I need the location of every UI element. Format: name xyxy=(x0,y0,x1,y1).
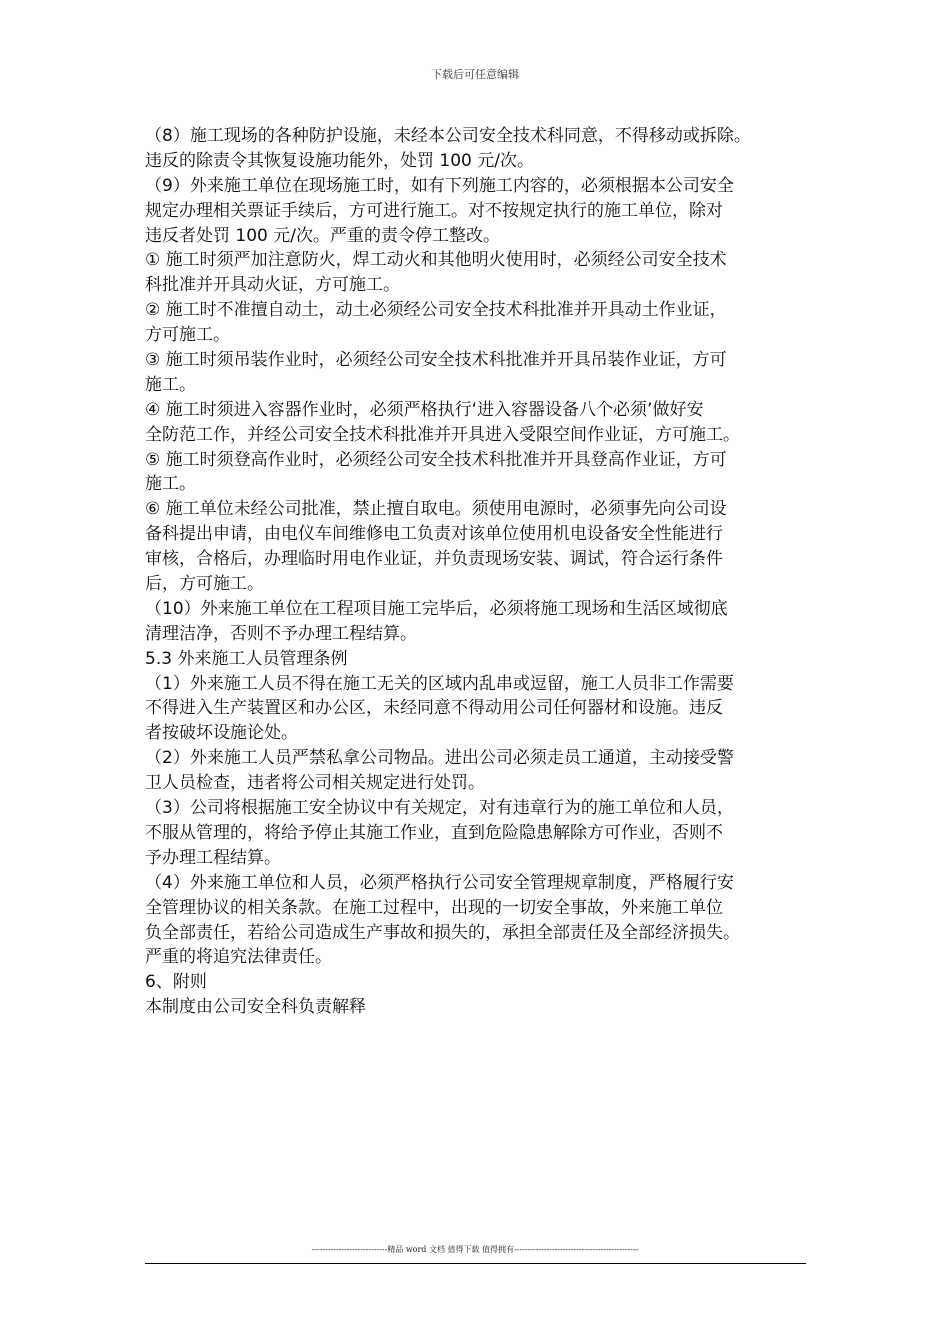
text-line: 科批准并开具动火证，方可施工。 xyxy=(145,275,400,296)
text-line: ⑤ 施工时须登高作业时，必须经公司安全技术科批准并开具登高作业证，方可 xyxy=(145,449,727,470)
text-line: 卫人员检查，违者将公司相关规定进行处罚。 xyxy=(145,773,485,794)
text-line: 者按破坏设施论处。 xyxy=(145,723,298,744)
text-line: （9）外来施工单位在现场施工时，如有下列施工内容的，必须根据本公司安全 xyxy=(145,175,734,196)
text-line: 清理洁净，否则不予办理工程结算。 xyxy=(145,623,417,644)
text-line: 严重的将追究法律责任。 xyxy=(145,947,332,968)
text-line: 全防范工作，并经公司安全技术科批准并开具进入受限空间作业证，方可施工。 xyxy=(145,424,740,445)
text-line: （10）外来施工单位在工程项目施工完毕后，必须将施工现场和生活区域彻底 xyxy=(145,598,728,619)
text-line: 施工。 xyxy=(145,374,196,395)
section-heading: 5.3 外来施工人员管理条例 xyxy=(145,648,348,669)
section-heading: 6、附则 xyxy=(145,972,207,993)
text-line: 方可施工。 xyxy=(145,325,230,346)
text-line: （2）外来施工人员严禁私拿公司物品。进出公司必须走员工通道，主动接受警 xyxy=(145,748,734,769)
text-line: 负全部责任，若给公司造成生产事故和损失的，承担全部责任及全部经济损失。 xyxy=(145,922,740,943)
text-line: 本制度由公司安全科负责解释 xyxy=(145,997,366,1018)
text-line: 规定办理相关票证手续后，方可进行施工。对不按规定执行的施工单位，除对 xyxy=(145,200,723,221)
text-line: 审核，合格后，办理临时用电作业证，并负责现场安装、调试，符合运行条件 xyxy=(145,549,723,570)
text-line: ③ 施工时须吊装作业时，必须经公司安全技术科批准并开具吊装作业证，方可 xyxy=(145,350,727,371)
document-body xyxy=(145,124,825,1020)
text-line: ① 施工时须严加注意防火，焊工动火和其他明火使用时，必须经公司安全技术 xyxy=(145,250,727,271)
text-line: ② 施工时不准擅自动土，动土必须经公司安全技术科批准并开具动土作业证， xyxy=(145,300,727,321)
text-line: （3）公司将根据施工安全协议中有关规定，对有违章行为的施工单位和人员， xyxy=(145,798,734,819)
text-line: 备科提出申请，由电仪车间维修电工负责对该单位使用机电设备安全性能进行 xyxy=(145,524,723,545)
text-line: ⑥ 施工单位未经公司批准，禁止擅自取电。须使用电源时，必须事先向公司设 xyxy=(145,499,727,520)
text-line: （8）施工现场的各种防护设施，未经本公司安全技术科同意，不得移动或拆除。 xyxy=(145,126,751,146)
text-line: 违反的除责令其恢复设施功能外，处罚 100 元/次。 xyxy=(145,150,534,171)
page-header: 下载后可任意编辑 xyxy=(431,68,519,81)
text-line: 不得进入生产装置区和办公区，未经同意不得动用公司任何器材和设施。违反 xyxy=(145,698,723,719)
page-footer: ----------------------------精品 word 文档 值得下载 值得拥有---------------------------------------------- xyxy=(311,1245,639,1254)
text-line: 全管理协议的相关条款。在施工过程中，出现的一切安全事故，外来施工单位 xyxy=(145,897,723,918)
text-line: 施工。 xyxy=(145,474,196,495)
text-line: （1）外来施工人员不得在施工无关的区域内乱串或逗留，施工人员非工作需要 xyxy=(145,673,734,694)
footer-divider xyxy=(145,1263,806,1264)
text-line: 予办理工程结算。 xyxy=(145,847,281,868)
text-line: 后，方可施工。 xyxy=(145,574,264,595)
text-line: 违反者处罚 100 元/次。严重的责令停工整改。 xyxy=(145,225,500,246)
text-line: 不服从管理的，将给予停止其施工作业，直到危险隐患解除方可作业，否则不 xyxy=(145,822,723,843)
text-line: ④ 施工时须进入容器作业时，必须严格执行‘进入容器设备八个必须’做好安 xyxy=(145,399,704,420)
text-line: （4）外来施工单位和人员，必须严格执行公司安全管理规章制度，严格履行安 xyxy=(145,872,734,893)
